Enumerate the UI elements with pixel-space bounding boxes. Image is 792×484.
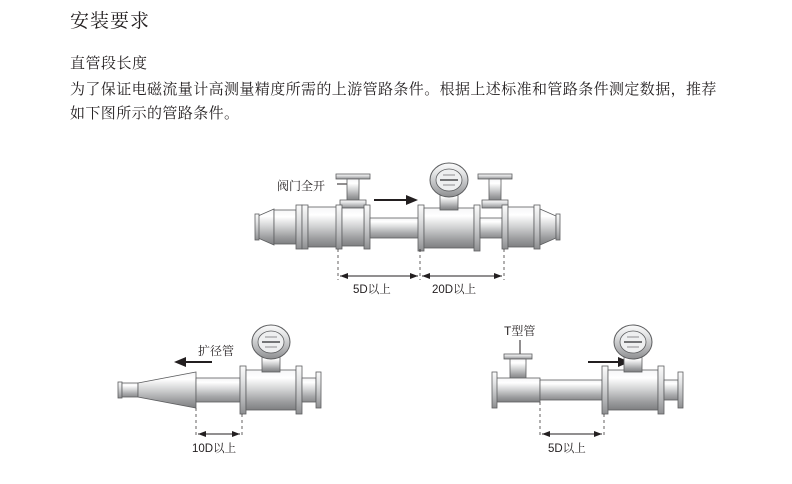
dimension-downstream [422,273,502,296]
dimension-guides [338,249,504,280]
flow-arrow-reducer [174,357,212,367]
tee-fitting [492,354,540,408]
body-paragraph: 为了保证电磁流量计高测量精度所需的上游管路条件。根据上述标准和管路条件测定数据，推荐如下图所示的管路条件。 [70,81,717,122]
dimension-upstream [340,273,418,296]
flow-meter-reducer [240,325,321,414]
dimension-reducer-label: 10D以上 [192,443,237,455]
tee-straight-pipe [540,380,602,400]
figure-group [0,150,792,484]
figure-reducer [118,325,321,455]
dimension-reducer [192,431,240,455]
dimension-tee [542,431,602,455]
upstream-straight-pipe [370,218,422,238]
dimension-tee-label: 5D以上 [548,443,586,455]
reducer-straight-pipe [196,378,240,402]
valve-assembly [336,174,370,208]
flow-meter [418,163,480,251]
left-reducer [255,209,274,245]
flow-meter-tee [602,325,683,414]
figure-valve [255,163,560,296]
dimension-downstream-label: 20D以上 [432,284,477,296]
figure-valve-callout: 阀门全开 [277,179,326,193]
page-title: 安装要求 [70,11,151,32]
section-subtitle: 直管段长度 [70,55,148,72]
valve-assembly-right [478,174,512,208]
installation-diagrams [0,150,792,484]
figure-tee-callout: T型管 [504,324,536,338]
dimension-upstream-label: 5D以上 [353,284,391,296]
downstream-pipe-section [480,205,560,249]
figure-tee [492,323,683,455]
expander-cone [118,372,196,408]
flow-arrow [374,195,418,205]
left-pipe-section [274,205,370,249]
figure-reducer-callout: 扩径管 [198,344,235,358]
